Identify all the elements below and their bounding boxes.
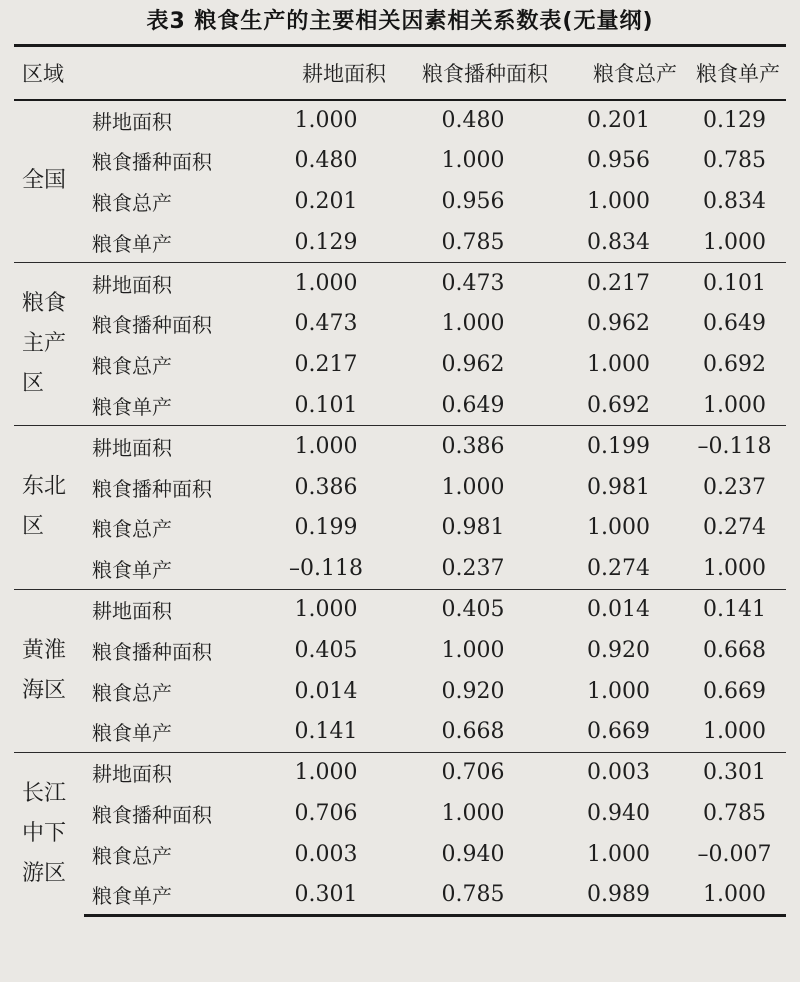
coefficient-cell: 0.956 <box>587 148 650 174</box>
coefficient-cell: 0.706 <box>392 752 554 793</box>
variable-label: 粮食单产 <box>84 875 260 916</box>
header-total-output: 粮食总产 <box>554 46 683 100</box>
coefficient-cell: 1.000 <box>587 678 650 704</box>
coefficient-cell: 0.692 <box>587 392 650 418</box>
coefficient-cell: 0.480 <box>441 107 505 133</box>
coefficient-cell: 0.649 <box>703 311 766 337</box>
region-label-line: 黄淮 <box>22 637 67 663</box>
header-yield: 粮食单产 <box>683 46 786 100</box>
coefficient-cell: 0.962 <box>441 352 505 378</box>
variable-label: 粮食播种面积 <box>92 802 212 827</box>
region-label-line: 全国 <box>22 168 67 194</box>
variable-label: 耕地面积 <box>84 426 260 467</box>
coefficient-cell: 0.301 <box>260 875 392 916</box>
coefficient-cell: 1.000 <box>683 875 786 916</box>
coefficient-cell: 1.000 <box>703 719 766 745</box>
coefficient-cell: 0.473 <box>294 311 358 337</box>
region-label <box>14 589 84 752</box>
coefficient-cell: 1.000 <box>587 841 650 867</box>
coefficient-cell: 0.129 <box>703 107 766 133</box>
coefficient-cell: –0.007 <box>697 841 772 867</box>
coefficient-cell: 0.940 <box>587 800 650 826</box>
coefficient-cell: 0.101 <box>294 392 358 418</box>
variable-label: 粮食总产 <box>92 190 172 215</box>
coefficient-cell: 0.920 <box>441 678 505 704</box>
region-label-line: 中下 <box>22 821 67 847</box>
coefficient-cell: 1.000 <box>260 589 392 630</box>
variable-label: 粮食播种面积 <box>92 639 212 664</box>
region-label-line: 区 <box>22 514 45 540</box>
coefficient-cell: 0.201 <box>587 107 650 133</box>
coefficient-cell: 0.301 <box>683 752 786 793</box>
table-row <box>14 181 786 222</box>
variable-label: 粮食播种面积 <box>92 476 212 501</box>
coefficient-cell: 0.834 <box>703 188 766 214</box>
variable-label: 耕地面积 <box>84 589 260 630</box>
coefficient-cell: 0.199 <box>294 515 358 541</box>
variable-label: 粮食单产 <box>92 557 172 582</box>
header-sown-area: 粮食播种面积 <box>392 46 554 100</box>
table-row <box>14 467 786 508</box>
coefficient-cell: 0.274 <box>703 515 766 541</box>
table-caption: 表3 粮食生产的主要相关因素相关系数表(无量纲) <box>146 9 654 34</box>
coefficient-cell: 1.000 <box>294 107 358 133</box>
coefficient-cell: 0.668 <box>441 719 505 745</box>
coefficient-cell: 1.000 <box>441 800 505 826</box>
coefficient-cell: 0.217 <box>294 352 358 378</box>
coefficient-cell: 1.000 <box>587 188 650 214</box>
region-label-line: 主产 <box>22 331 67 357</box>
coefficient-cell: –0.118 <box>683 426 786 467</box>
region-label <box>14 100 84 263</box>
coefficient-cell: 0.668 <box>703 637 766 663</box>
coefficient-cell: 1.000 <box>703 555 766 581</box>
table-row <box>14 630 786 671</box>
table-row <box>14 834 786 875</box>
coefficient-cell: 0.649 <box>441 392 505 418</box>
table-row <box>14 875 786 916</box>
variable-label: 粮食总产 <box>92 843 172 868</box>
coefficient-cell: 0.940 <box>441 841 505 867</box>
coefficient-cell: 0.003 <box>554 752 683 793</box>
coefficient-cell: 1.000 <box>441 148 505 174</box>
coefficient-cell: 0.981 <box>587 474 650 500</box>
coefficient-cell: –0.118 <box>289 555 363 581</box>
table-row <box>14 752 786 793</box>
coefficient-cell: 0.141 <box>294 719 358 745</box>
variable-label: 粮食播种面积 <box>92 313 212 338</box>
coefficient-cell: 0.669 <box>587 719 650 745</box>
region-label <box>14 263 84 426</box>
coefficient-cell: 0.785 <box>441 229 505 255</box>
variable-label: 粮食单产 <box>92 721 172 746</box>
coefficient-cell: 0.785 <box>703 800 766 826</box>
coefficient-cell: 0.706 <box>294 800 358 826</box>
coefficient-cell: 0.014 <box>554 589 683 630</box>
region-label-line: 粮食 <box>22 291 67 317</box>
correlation-table <box>14 44 786 917</box>
coefficient-cell: 0.237 <box>703 474 766 500</box>
coefficient-cell: 1.000 <box>260 752 392 793</box>
table-row <box>14 507 786 548</box>
table-row <box>14 711 786 752</box>
coefficient-cell: 1.000 <box>260 263 392 304</box>
coefficient-cell: 0.101 <box>683 263 786 304</box>
variable-label: 粮食单产 <box>92 394 172 419</box>
region-label-line: 东北 <box>22 474 67 500</box>
coefficient-cell: 0.962 <box>587 311 650 337</box>
table-row <box>14 100 786 141</box>
coefficient-cell: 0.274 <box>587 555 650 581</box>
coefficient-cell: 0.237 <box>441 555 505 581</box>
coefficient-cell: 0.129 <box>294 229 358 255</box>
coefficient-cell: 0.199 <box>554 426 683 467</box>
table-row <box>14 263 786 304</box>
header-region: 区域 <box>14 46 260 100</box>
region-label-line: 海区 <box>22 677 67 703</box>
table-row <box>14 344 786 385</box>
variable-label: 粮食单产 <box>92 231 172 256</box>
coefficient-cell: 1.000 <box>441 311 505 337</box>
coefficient-cell: 1.000 <box>260 426 392 467</box>
region-label <box>14 752 84 915</box>
table-row <box>14 671 786 712</box>
variable-label: 耕地面积 <box>92 109 172 134</box>
table-row <box>14 548 786 589</box>
table-row <box>14 303 786 344</box>
coefficient-cell: 0.405 <box>392 589 554 630</box>
coefficient-cell: 1.000 <box>703 392 766 418</box>
coefficient-cell: 0.785 <box>703 148 766 174</box>
coefficient-cell: 1.000 <box>703 229 766 255</box>
coefficient-cell: 0.386 <box>392 426 554 467</box>
coefficient-cell: 0.981 <box>441 515 505 541</box>
header-cultivated-area: 耕地面积 <box>260 46 392 100</box>
table-row <box>14 222 786 263</box>
coefficient-cell: 1.000 <box>441 637 505 663</box>
coefficient-cell: 0.692 <box>703 352 766 378</box>
table-row <box>14 140 786 181</box>
coefficient-cell: 0.201 <box>294 188 358 214</box>
coefficient-cell: 0.480 <box>294 148 358 174</box>
coefficient-cell: 0.003 <box>294 841 358 867</box>
table-row <box>14 426 786 467</box>
table-row <box>14 385 786 426</box>
coefficient-cell: 0.920 <box>587 637 650 663</box>
variable-label: 粮食总产 <box>92 680 172 705</box>
variable-label: 耕地面积 <box>84 752 260 793</box>
table-row <box>14 589 786 630</box>
region-label-line: 区 <box>22 371 45 397</box>
coefficient-cell: 1.000 <box>587 352 650 378</box>
region-label-line: 长江 <box>22 781 67 807</box>
coefficient-cell: 0.669 <box>703 678 766 704</box>
coefficient-cell: 0.785 <box>392 875 554 916</box>
variable-label: 粮食总产 <box>92 517 172 542</box>
variable-label: 耕地面积 <box>84 263 260 304</box>
coefficient-cell: 1.000 <box>441 474 505 500</box>
coefficient-cell: 0.014 <box>294 678 358 704</box>
coefficient-cell: 0.386 <box>294 474 358 500</box>
coefficient-cell: 0.834 <box>587 229 650 255</box>
coefficient-cell: 1.000 <box>587 515 650 541</box>
coefficient-cell: 0.989 <box>554 875 683 916</box>
coefficient-cell: 0.217 <box>554 263 683 304</box>
table-body <box>14 100 786 916</box>
region-label-line: 游区 <box>22 861 67 887</box>
coefficient-cell: 0.405 <box>294 637 358 663</box>
coefficient-cell: 0.141 <box>683 589 786 630</box>
coefficient-cell: 0.473 <box>392 263 554 304</box>
variable-label: 粮食总产 <box>92 354 172 379</box>
table-row <box>14 793 786 834</box>
header-row <box>14 46 786 100</box>
region-label <box>14 426 84 589</box>
variable-label: 粮食播种面积 <box>92 150 212 175</box>
coefficient-cell: 0.956 <box>441 188 505 214</box>
